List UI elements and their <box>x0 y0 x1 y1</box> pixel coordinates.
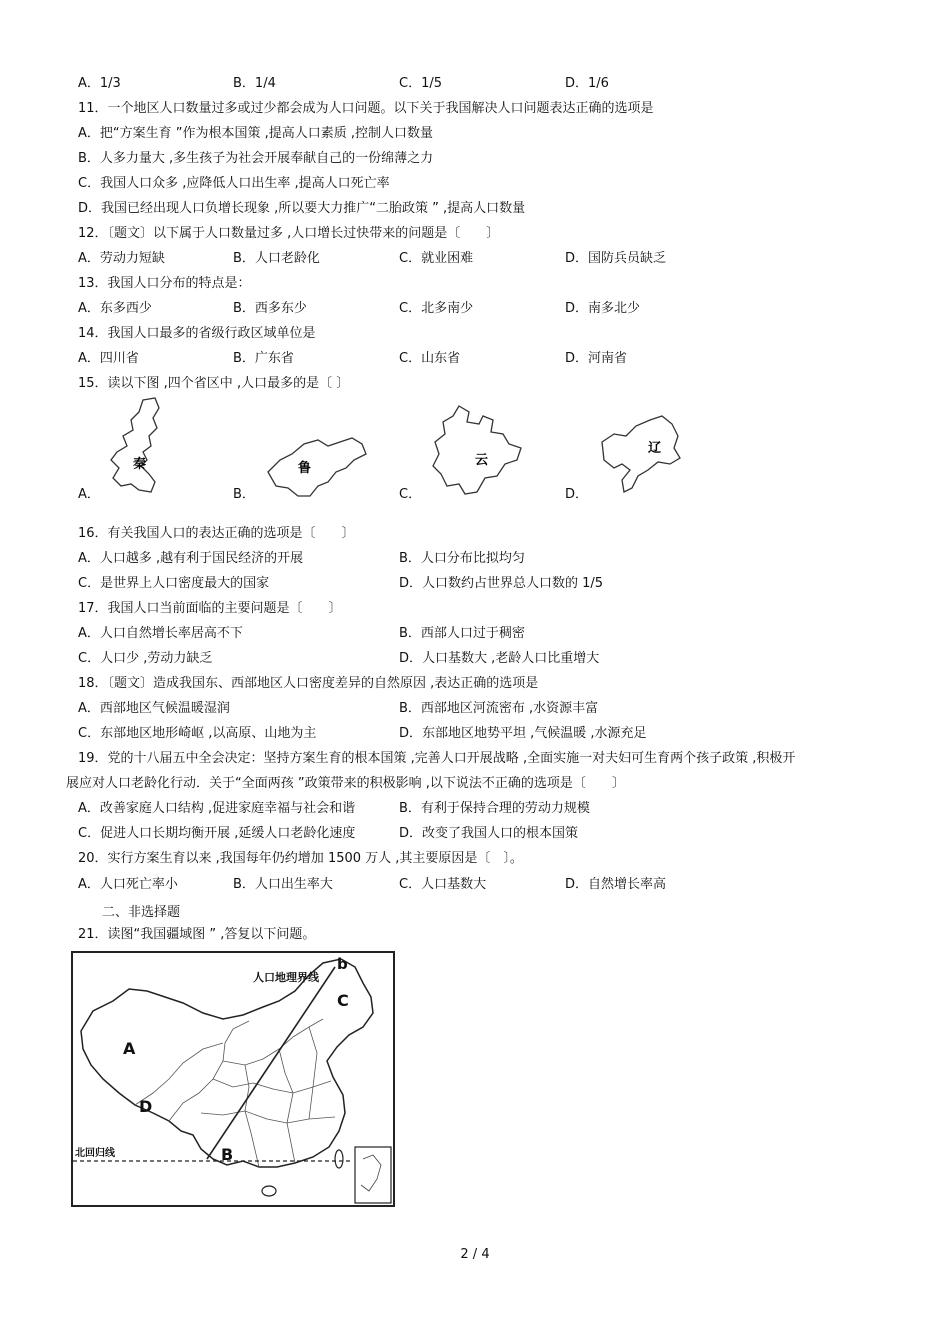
q12-option-a: A．劳动力短缺 <box>78 251 165 266</box>
yunnan-map <box>425 402 525 500</box>
shaanxi-map <box>103 396 173 496</box>
q14-option-a: A．四川省 <box>78 351 139 366</box>
q11-stem: 11．一个地区人口数量过多或过少都会成为人口问题。以下关于我国解决人口问题表达正确的选项是 <box>78 101 654 116</box>
population-line-label: 人口地理界线 <box>253 971 319 984</box>
q12-option-c: C．就业困难 <box>399 251 474 266</box>
q13-option-b: B．西多东少 <box>233 301 307 316</box>
page-number: 2 / 4 <box>460 1247 490 1262</box>
q12-option-d: D．国防兵员缺乏 <box>565 251 667 266</box>
section-heading: 二、非选择题 <box>102 905 181 920</box>
q21-stem: 21．读图“我国疆域图 ” ,答复以下问题。 <box>78 927 316 942</box>
q16-option-d: D．人口数约占世界总人口数的 1/5 <box>399 576 604 591</box>
q12-option-b: B．人口老龄化 <box>233 251 320 266</box>
q10-option-a: A．1/3 <box>78 76 121 91</box>
q14-option-b: B．广东省 <box>233 351 294 366</box>
q13-option-d: D．南多北少 <box>565 301 641 316</box>
province-label-qin: 秦 <box>133 457 147 472</box>
q17-option-c: C．人口少 ,劳动力缺乏 <box>78 651 213 666</box>
q15-option-d: D． <box>565 487 589 502</box>
q11-option-d: D．我国已经出现人口负增长现象 ,所以要大力推广“二胎政策 ” ,提高人口数量 <box>78 201 526 216</box>
province-label-liao: 辽 <box>648 441 662 456</box>
q11-option-c: C．我国人口众多 ,应降低人口出生率 ,提高人口死亡率 <box>78 176 390 191</box>
map-letter-c: C <box>337 991 349 1010</box>
q14-option-d: D．河南省 <box>565 351 628 366</box>
q13-stem: 13．我国人口分布的特点是： <box>78 276 251 291</box>
map-letter-lower-b: b <box>337 955 348 973</box>
q14-stem: 14．我国人口最多的省级行政区域单位是 <box>78 326 316 341</box>
liaoning-map <box>592 412 684 498</box>
q10-option-d: D．1/6 <box>565 76 609 91</box>
map-letter-a: A <box>123 1039 136 1058</box>
q15-option-a: A． <box>78 487 100 502</box>
q16-stem: 16．有关我国人口的表达正确的选项是〔 〕 <box>78 526 355 541</box>
q20-option-d: D．自然增长率高 <box>565 877 667 892</box>
q19-stem-line1: 19．党的十八届五中全会决定：坚持方案生育的根本国策 ,完善人口开展战略 ,全面实施一对夫妇可生育两个孩子政策 ,积极开 <box>78 751 796 766</box>
q15-option-c: C． <box>399 487 422 502</box>
q20-option-a: A．人口死亡率小 <box>78 877 178 892</box>
q19-option-d: D．改变了我国人口的根本国策 <box>399 826 579 841</box>
q14-option-c: C．山东省 <box>399 351 461 366</box>
q20-stem: 20．实行方案生育以来 ,我国每年仍约增加 1500 万人 ,其主要原因是〔 〕。 <box>78 851 523 866</box>
province-label-lu: 鲁 <box>298 461 312 476</box>
q17-option-a: A．人口自然增长率居高不下 <box>78 626 243 641</box>
q19-option-c: C．促进人口长期均衡开展 ,延缓人口老龄化速度 <box>78 826 356 841</box>
q17-option-d: D．人口基数大 ,老龄人口比重增大 <box>399 651 600 666</box>
q18-option-d: D．东部地区地势平坦 ,气候温暖 ,水源充足 <box>399 726 647 741</box>
q19-option-b: B．有利于保持合理的劳动力规模 <box>399 801 590 816</box>
q20-option-c: C．人口基数大 <box>399 877 487 892</box>
q16-option-c: C．是世界上人口密度最大的国家 <box>78 576 270 591</box>
shandong-map <box>262 430 370 500</box>
map-letter-d: D <box>139 1097 153 1116</box>
q17-stem: 17．我国人口当前面临的主要问题是〔 〕 <box>78 601 342 616</box>
q20-option-b: B．人口出生率大 <box>233 877 333 892</box>
q15-option-b: B． <box>233 487 255 502</box>
map-letter-b: B <box>221 1145 234 1164</box>
q11-option-a: A．把“方案生育 ”作为根本国策 ,提高人口素质 ,控制人口数量 <box>78 126 434 141</box>
q18-option-a: A．西部地区气候温暖湿润 <box>78 701 230 716</box>
q17-option-b: B．西部人口过于稠密 <box>399 626 525 641</box>
province-label-yun: 云 <box>475 453 489 468</box>
q11-option-b: B．人多力量大 ,多生孩子为社会开展奉献自己的一份绵薄之力 <box>78 151 434 166</box>
q13-option-c: C．北多南少 <box>399 301 474 316</box>
q18-option-c: C．东部地区地形崎岖 ,以高原、山地为主 <box>78 726 317 741</box>
q10-option-b: B．1/4 <box>233 76 276 91</box>
q16-option-b: B．人口分布比拟均匀 <box>399 551 525 566</box>
q18-stem: 18．〔题文〕造成我国东、西部地区人口密度差异的自然原因 ,表达正确的选项是 <box>78 676 539 691</box>
tropic-line-label: 北回归线 <box>75 1148 115 1159</box>
q15-stem: 15．读以下图 ,四个省区中 ,人口最多的是〔 〕 <box>78 376 350 391</box>
q12-stem: 12．〔题文〕以下属于人口数量过多 ,人口增长过快带来的问题是〔 〕 <box>78 226 500 241</box>
q16-option-a: A．人口越多 ,越有利于国民经济的开展 <box>78 551 304 566</box>
q18-option-b: B．西部地区河流密布 ,水资源丰富 <box>399 701 599 716</box>
china-territory-map <box>71 951 395 1207</box>
q13-option-a: A．东多西少 <box>78 301 152 316</box>
q19-stem-line2: 展应对人口老龄化行动．关于“全面两孩 ”政策带来的积极影响 ,以下说法不正确的选项是〔 〕 <box>66 776 625 791</box>
q19-option-a: A．改善家庭人口结构 ,促进家庭幸福与社会和谐 <box>78 801 356 816</box>
q10-option-c: C．1/5 <box>399 76 442 91</box>
